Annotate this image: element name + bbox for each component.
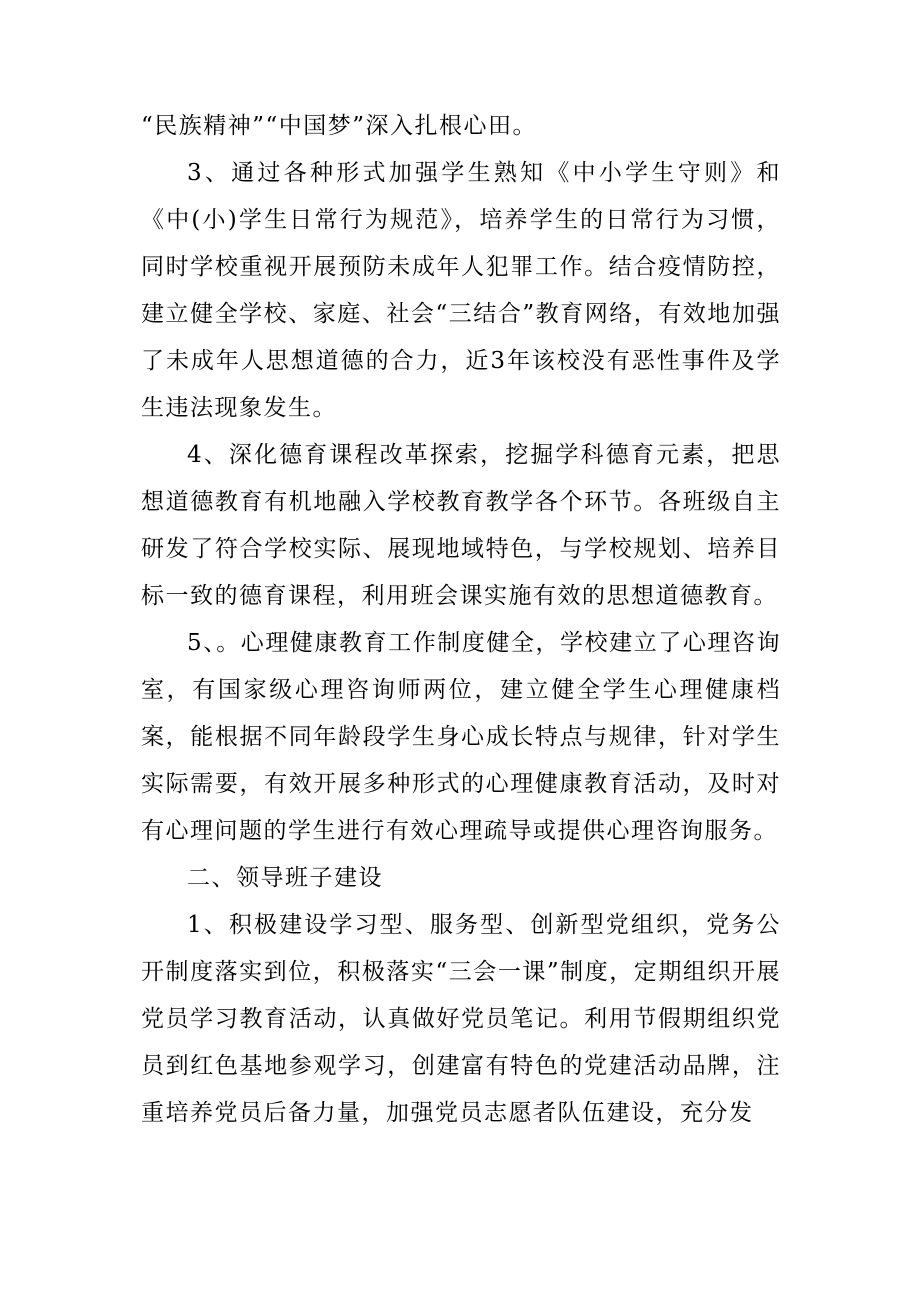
paragraph-item-1: 1、积极建设学习型、服务型、创新型党组织，党务公开制度落实到位，积极落实“三会一课”制度，定期组织开展党员学习教育活动，认真做好党员笔记。利用节假期组织党员到红色基地参观学习，创建富有特色的党建活动品牌，注重培养党员后备力量，加强党员志愿者队伍建设，充分发 xyxy=(141,912,781,1126)
paragraph-item-3: 3、通过各种形式加强学生熟知《中小学生守则》和《中(小)学生日常行为规范》，培养学生的日常行为习惯，同时学校重视开展预防未成年人犯罪工作。结合疫情防控，建立健全学校、家庭、社会“三结合”教育网络，有效地加强了未成年人思想道德的合力，近3年该校没有恶性事件及学生违法现象发生。 xyxy=(141,160,781,421)
paragraph-continuation: “民族精神”“中国梦”深入扎根心田。 xyxy=(141,113,538,139)
paragraph-item-5: 5、。心理健康教育工作制度健全，学校建立了心理咨询室，有国家级心理咨询师两位，建立健全学生心理健康档案，能根据不同年龄段学生身心成长特点与规律，针对学生实际需要，有效开展多种形式的心理健康教育活动，及时对有心理问题的学生进行有效心理疏导或提供心理咨询服务。 xyxy=(141,630,781,844)
document-body xyxy=(141,103,781,1137)
section-heading-leadership: 二、领导班子建设 xyxy=(187,865,383,891)
paragraph-item-4: 4、深化德育课程改革探索，挖掘学科德育元素，把思想道德教育有机地融入学校教育教学各个环节。各班级自主研发了符合学校实际、展现地域特色，与学校规划、培养目标一致的德育课程，利用班会课实施有效的思想道德教育。 xyxy=(141,442,781,609)
